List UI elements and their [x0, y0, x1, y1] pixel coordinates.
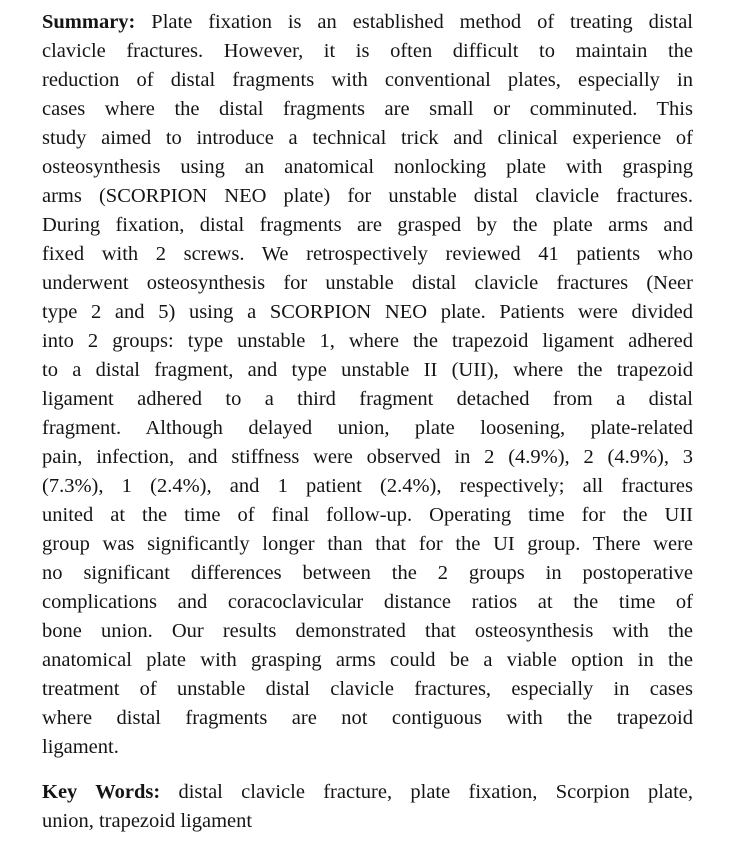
- summary-line: fragment. Although delayed union, plate loosening, plate-related: [42, 417, 693, 439]
- summary-line: complications and coracoclavicular distance ratios at the time of: [42, 591, 693, 613]
- summary-line-text: Plate fixation is an established method of treating distal: [151, 11, 693, 33]
- summary-label: Summary:: [42, 11, 136, 33]
- keywords-paragraph: [42, 778, 693, 836]
- summary-line: reduction of distal fragments with conventional plates, especially in: [42, 69, 693, 91]
- keywords-line-text: distal clavicle fracture, plate fixation, Scorpion plate,: [178, 781, 693, 803]
- summary-line: (7.3%), 1 (2.4%), and 1 patient (2.4%), respectively; all fractures: [42, 475, 693, 497]
- summary-line: osteosynthesis using an anatomical nonlocking plate with grasping: [42, 156, 693, 178]
- summary-paragraph: [42, 8, 693, 762]
- summary-line: united at the time of final follow-up. Operating time for the UII: [42, 504, 693, 526]
- keywords-line: union, trapezoid ligament: [42, 810, 253, 832]
- summary-line: fixed with 2 screws. We retrospectively reviewed 41 patients who: [42, 243, 693, 265]
- summary-line: pain, infection, and stiffness were observed in 2 (4.9%), 2 (4.9%), 3: [42, 446, 693, 468]
- summary-line: underwent osteosynthesis for unstable distal clavicle fractures (Neer: [42, 272, 693, 294]
- summary-line: ligament adhered to a third fragment detached from a distal: [42, 388, 693, 410]
- summary-line: cases where the distal fragments are small or comminuted. This: [42, 98, 693, 120]
- summary-line: [42, 8, 693, 37]
- summary-line: anatomical plate with grasping arms could be a viable option in the: [42, 649, 693, 671]
- summary-line: type 2 and 5) using a SCORPION NEO plate. Patients were divided: [42, 301, 693, 323]
- summary-line: study aimed to introduce a technical trick and clinical experience of: [42, 127, 693, 149]
- summary-line: group was significantly longer than that for the UI group. There were: [42, 533, 693, 555]
- summary-line: no significant differences between the 2 groups in postoperative: [42, 562, 693, 584]
- summary-line: to a distal fragment, and type unstable II (UII), where the trapezoid: [42, 359, 693, 381]
- summary-line: arms (SCORPION NEO plate) for unstable distal clavicle fractures.: [42, 185, 693, 207]
- summary-line: into 2 groups: type unstable 1, where the trapezoid ligament adhered: [42, 330, 693, 352]
- abstract-page: [42, 8, 693, 836]
- keywords-label: Key Words:: [42, 781, 161, 803]
- summary-line: clavicle fractures. However, it is often difficult to maintain the: [42, 40, 693, 62]
- summary-line: During fixation, distal fragments are grasped by the plate arms and: [42, 214, 693, 236]
- summary-line: treatment of unstable distal clavicle fractures, especially in cases: [42, 678, 693, 700]
- summary-line: where distal fragments are not contiguous with the trapezoid: [42, 707, 693, 729]
- summary-line: bone union. Our results demonstrated that osteosynthesis with the: [42, 620, 693, 642]
- keywords-line: [42, 778, 693, 807]
- summary-line: ligament.: [42, 736, 119, 758]
